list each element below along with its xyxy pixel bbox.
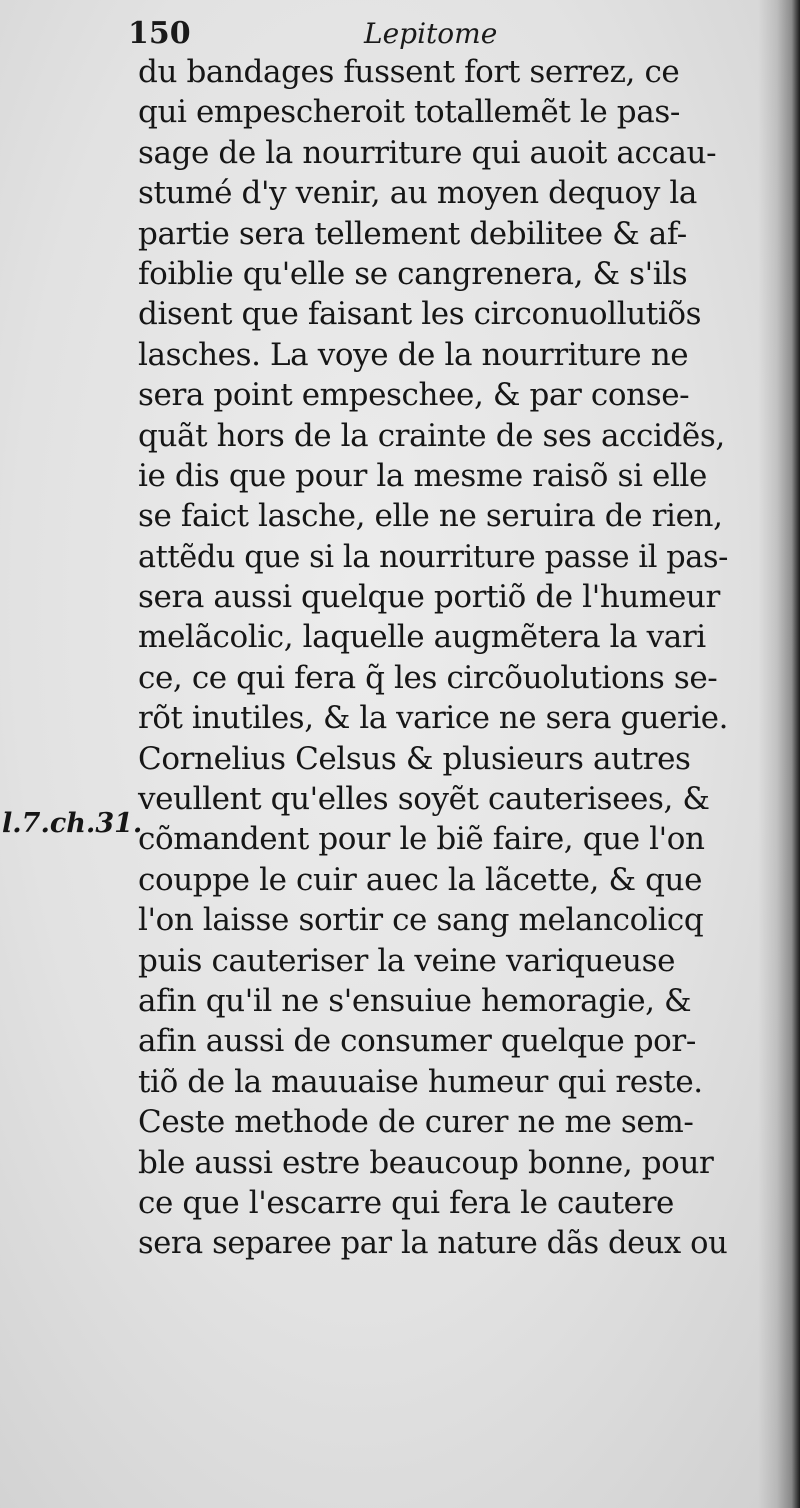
running-head <box>128 14 728 54</box>
text-line: Cornelius Celsus & plusieurs autres <box>138 740 691 777</box>
text-line: sera point empeschee, & par conse- <box>138 377 690 414</box>
text-line: lasches. La voye de la nourriture ne <box>138 336 689 373</box>
text-line: puis cauteriser la veine variqueuse <box>138 942 676 979</box>
text-line: se faict lasche, elle ne seruira de rien, <box>138 498 723 535</box>
text-line: afin aussi de consumer quelque por- <box>138 1023 696 1060</box>
text-line: sage de la nourriture qui auoit accau- <box>138 134 717 171</box>
text-line: partie sera tellement debilitee & af- <box>138 215 687 252</box>
text-line: veullent qu'elles soyẽt cauterisees, & <box>138 781 710 818</box>
text-line: ce que l'escarre qui fera le cautere <box>138 1184 674 1221</box>
margin-note: l.7.ch.31. <box>2 808 143 839</box>
text-line: couppe le cuir auec la lãcette, & que <box>138 861 703 898</box>
text-line: qui empescheroit totallemẽt le pas- <box>138 94 680 131</box>
running-head-title: Lepitome <box>364 17 498 50</box>
text-line: du bandages fussent fort serrez, ce <box>138 54 680 90</box>
text-line: quãt hors de la crainte de ses accidẽs, <box>138 417 725 454</box>
text-line: attẽdu que si la nourriture passe il pas- <box>138 538 729 575</box>
text-line: stumé d'y venir, au moyen dequoy la <box>138 175 697 212</box>
text-line: Ceste methode de curer ne me sem- <box>138 1104 694 1141</box>
text-line: ble aussi estre beaucoup bonne, pour <box>138 1144 714 1181</box>
text-line: l'on laisse sortir ce sang melancolicq <box>138 902 704 939</box>
text-line: ie dis que pour la mesme raisõ si elle <box>138 457 707 494</box>
page-gutter-shadow <box>758 0 800 1508</box>
text-line: sera aussi quelque portiõ de l'humeur <box>138 579 720 616</box>
text-line: disent que faisant les circonuollutiõs <box>138 296 702 333</box>
text-line: foiblie qu'elle se cangrenera, & s'ils <box>138 255 688 292</box>
text-line: rõt inutiles, & la varice ne sera guerie. <box>138 700 728 737</box>
text-line: sera separee par la nature dãs deux ou <box>138 1225 728 1262</box>
text-line: ce, ce qui fera q̃ les circõuolutions se- <box>138 659 718 696</box>
text-line: tiõ de la mauuaise humeur qui reste. <box>138 1063 703 1100</box>
text-line: afin qu'il ne s'ensuiue hemoragie, & <box>138 982 692 1019</box>
text-line: melãcolic, laquelle augmẽtera la vari <box>138 619 706 656</box>
body-text <box>138 52 728 1264</box>
text-line: cõmandent pour le biẽ faire, que l'on <box>138 821 705 858</box>
page-number: 150 <box>128 16 191 51</box>
